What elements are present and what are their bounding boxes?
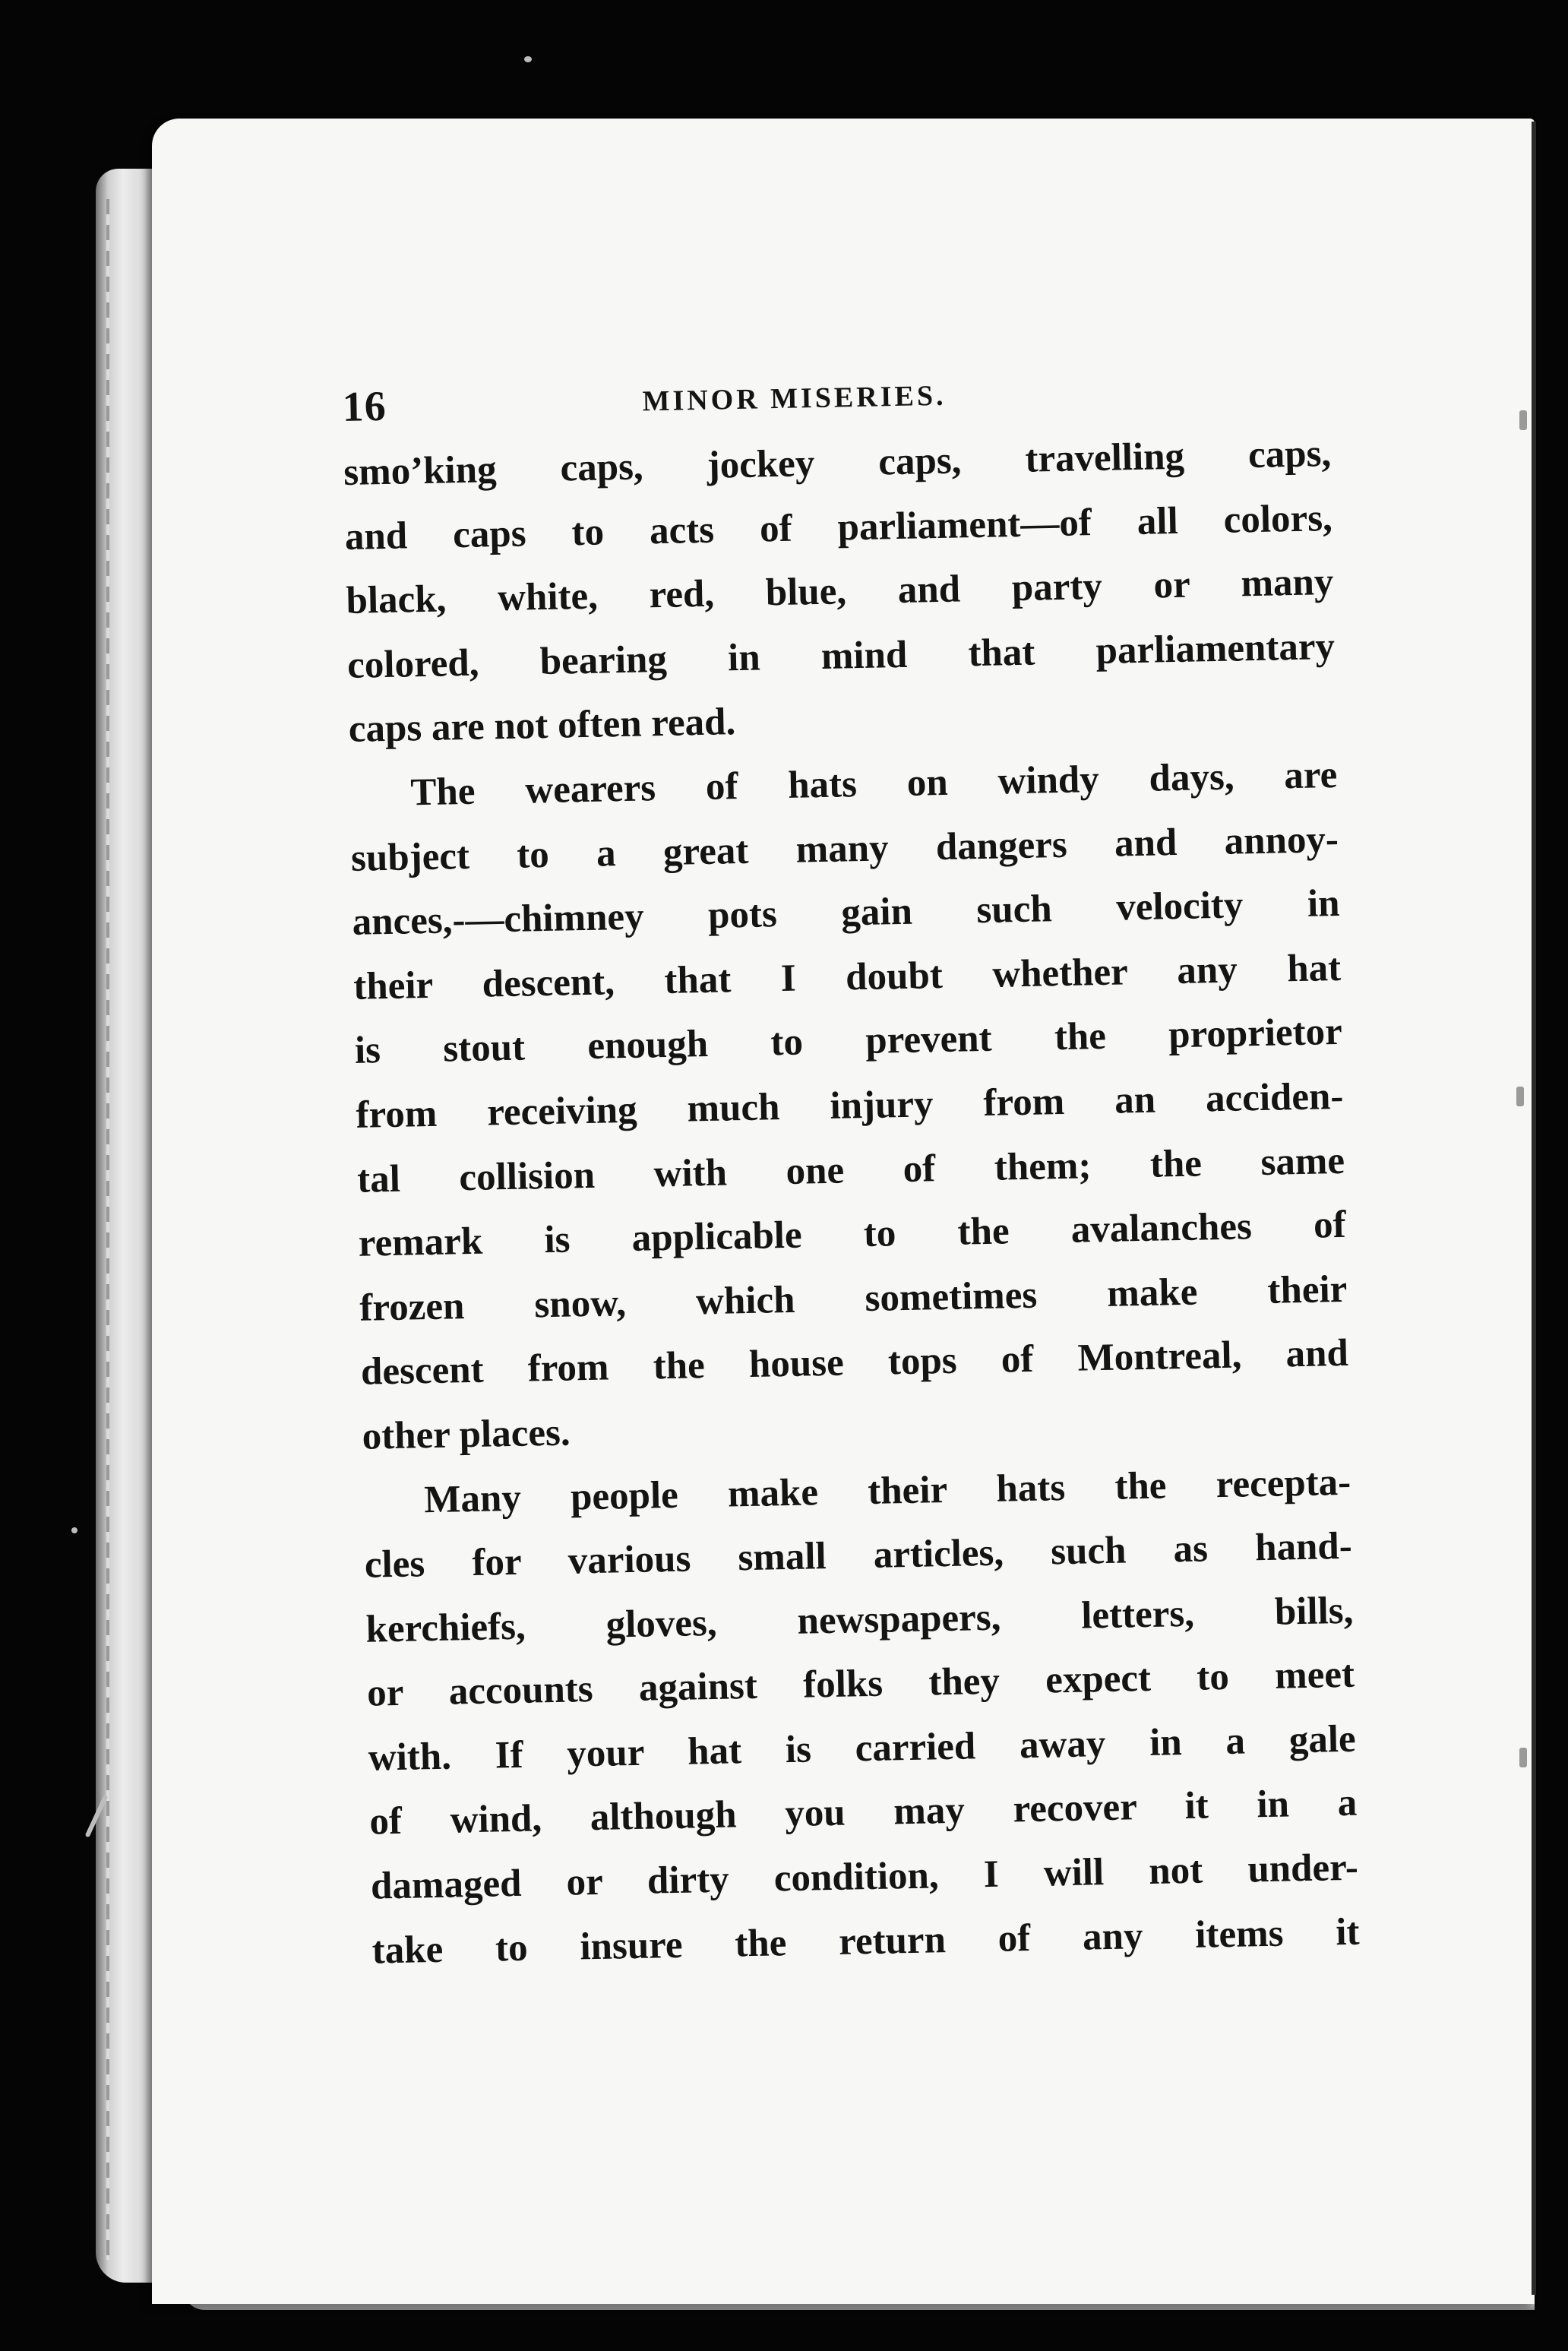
text-line: or accounts against folks they expect to meet xyxy=(366,1653,1355,1715)
text-line: smo’king caps, jockey caps, travelling caps, xyxy=(343,432,1332,494)
page-gutter-shadow xyxy=(1532,122,1536,2295)
dust-speck xyxy=(71,1527,77,1533)
text-line: and caps to acts of parliament—of all colors, xyxy=(344,496,1333,558)
gutter-mark xyxy=(1516,1087,1524,1106)
body-paragraph-2 xyxy=(349,742,1374,1469)
text-line: tal collision with one of them; the same xyxy=(356,1139,1345,1201)
running-title: MINOR MISERIES. xyxy=(642,379,947,418)
page-number: 16 xyxy=(342,382,387,431)
text-line: caps are not often read. xyxy=(348,701,736,751)
text-line: Many people make their hats the recepta- xyxy=(423,1460,1351,1521)
text-line: remark is applicable to the avalanches of xyxy=(358,1203,1347,1265)
gutter-mark xyxy=(1519,1748,1527,1767)
text-line: other places. xyxy=(362,1411,571,1458)
text-line: with. If your hat is carried away in a gale xyxy=(368,1717,1357,1780)
text-line: descent from the house tops of Montreal, and xyxy=(360,1332,1349,1394)
text-line: subject to a great many dangers and annoy- xyxy=(350,818,1339,880)
text-line: kerchiefs, gloves, newspapers, letters, bills, xyxy=(365,1589,1354,1651)
text-line: colored, bearing in mind that parliamentary xyxy=(346,625,1336,687)
text-line: damaged or dirty condition, I will not under- xyxy=(370,1846,1359,1908)
dust-speck xyxy=(524,56,532,62)
text-line: from receiving much injury from an acciden- xyxy=(356,1074,1344,1137)
text-line: of wind, although you may recover it in a xyxy=(368,1782,1358,1844)
text-line: ances,-—chimney pots gain such velocity in xyxy=(352,882,1341,945)
body-paragraph-1 xyxy=(343,421,1360,761)
text-line: cles for various small articles, such as hand- xyxy=(364,1524,1353,1587)
text-line: is stout enough to prevent the proprietor xyxy=(354,1011,1343,1073)
gutter-mark xyxy=(1519,410,1527,430)
text-line: take to insure the return of any items it xyxy=(371,1910,1360,1973)
text-line: their descent, that I doubt whether any hat xyxy=(352,946,1342,1008)
text-line: frozen snow, which sometimes make their xyxy=(359,1267,1348,1330)
text-line: The wearers of hats on windy days, are xyxy=(409,753,1338,815)
text-line: black, white, red, blue, and party or many xyxy=(346,561,1334,623)
body-paragraph-3 xyxy=(363,1450,1383,1983)
page-text-block xyxy=(342,360,1383,1982)
